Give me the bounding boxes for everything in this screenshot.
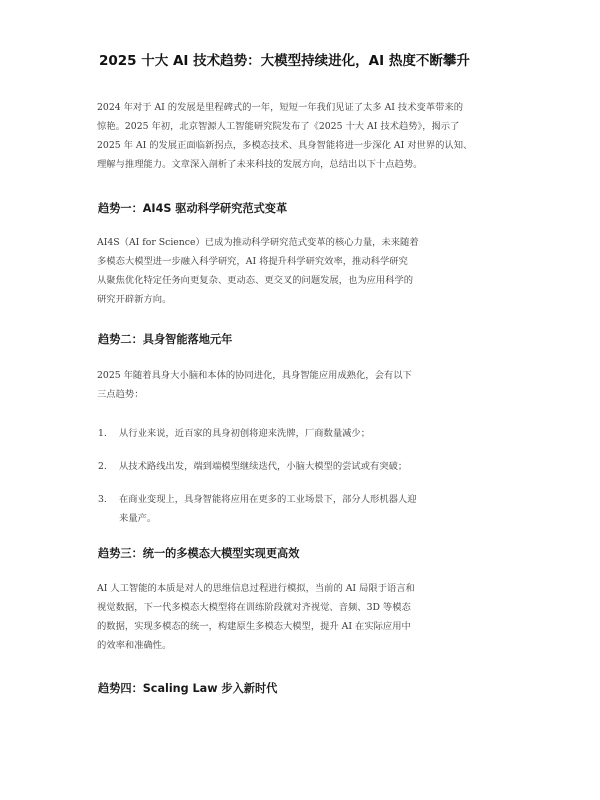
- trend-1-paragraph: [97, 233, 509, 309]
- paragraph-line: 研究开辟新方向。: [97, 294, 172, 305]
- paragraph-line: 理解与推理能力。文章深入剖析了未来科技的发展方向，总结出以下十点趋势。: [97, 159, 423, 170]
- article-title: 2025 十大 AI 技术趋势：大模型持续进化，AI 热度不断攀升: [99, 53, 470, 69]
- list-item-number: 1.: [98, 428, 107, 439]
- list-item-text: 从行业来说，近百家的具身初创将迎来洗牌，厂商数量减少；: [119, 428, 371, 439]
- list-item-text: 从技术路线出发，端到端模型继续迭代，小脑大模型的尝试或有突破；: [119, 461, 408, 472]
- paragraph-line: 惊艳。2025 年初，北京智源人工智能研究院发布了《2025 十大 AI 技术趋势》，揭示了: [97, 121, 460, 132]
- paragraph-line: 多模态大模型进一步融入科学研究，AI 将提升科学研究效率，推动科学研究: [97, 256, 408, 267]
- paragraph-line: 2025 年随着具身大小脑和本体的协同进化，具身智能应用成熟化，会有以下: [97, 370, 412, 381]
- trend-3-paragraph: [97, 579, 509, 655]
- intro-paragraph: [97, 98, 509, 174]
- section-heading-trend-1: 趋势一：AI4S 驱动科学研究范式变革: [98, 202, 288, 215]
- paragraph-line: 视觉数据，下一代多模态大模型将在训练阶段就对齐视觉、音频、3D 等模态: [97, 602, 411, 613]
- list-item-number: 2.: [98, 461, 107, 472]
- section-heading-trend-2: 趋势二：具身智能落地元年: [98, 333, 233, 346]
- list-item-number: 3.: [98, 494, 107, 505]
- paragraph-line: 的效率和准确性。: [97, 640, 172, 651]
- list-item-text: 在商业变现上，具身智能将应用在更多的工业场景下，部分人形机器人迎: [119, 494, 417, 505]
- paragraph-line: 2025 年 AI 的发展正面临新拐点，多模态技术、具身智能将进一步深化 AI 对世界的认知、: [97, 140, 473, 151]
- paragraph-line: 三点趋势：: [97, 389, 144, 400]
- list-item-text: 来量产。: [119, 513, 157, 524]
- trend-2-intro-paragraph: [97, 366, 509, 404]
- section-heading-trend-3: 趋势三：统一的多模态大模型实现更高效: [98, 547, 300, 560]
- paragraph-line: 从聚焦优化特定任务向更复杂、更动态、更交叉的问题发展，也为应用科学的: [97, 275, 414, 286]
- paragraph-line: 2024 年对于 AI 的发展是里程碑式的一年，短短一年我们见证了太多 AI 技术变革带来的: [97, 102, 464, 113]
- section-heading-trend-4: 趋势四：Scaling Law 步入新时代: [98, 682, 278, 695]
- paragraph-line: AI 人工智能的本质是对人的思维信息过程进行模拟，当前的 AI 局限于语言和: [97, 583, 415, 594]
- paragraph-line: AI4S（AI for Science）已成为推动科学研究范式变革的核心力量，未来随着: [97, 237, 419, 248]
- paragraph-line: 的数据，实现多模态的统一，构建原生多模态大模型，提升 AI 在实际应用中: [97, 621, 411, 632]
